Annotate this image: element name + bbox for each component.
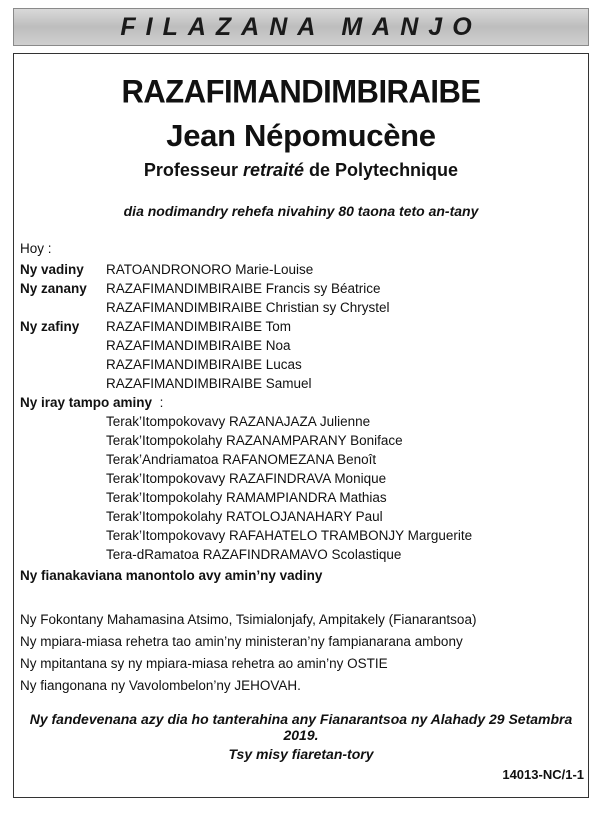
list-item: RAZAFIMANDIMBIRAIBE Samuel [106,376,312,391]
list-item: RAZAFIMANDIMBIRAIBE Christian sy Chrystel [106,300,390,315]
relatives-label: Ny iray tampo aminy : [20,395,164,410]
family-intro: Hoy : [20,241,52,256]
list-item: Terak’Itompokovavy RAZAFINDRAVA Monique [106,471,387,486]
list-item: Terak’Itompokovavy RAZANAJAZA Julienne [106,414,371,429]
grandchildren-label: Ny zafiny [20,319,80,334]
children-label: Ny zanany [20,281,87,296]
title-suffix: de Polytechnique [309,160,459,180]
list-item: Terak’Itompokolahy RAZANAMPARANY Boniface [106,433,403,448]
deceased-given-names: Jean Népomucène [166,118,436,153]
deceased-title [13,160,589,181]
reference-code: 14013-NC/1-1 [502,767,584,782]
spouse-label: Ny vadiny [20,262,84,277]
header-banner [13,8,589,46]
list-item: Terak’Itompokolahy RAMAMPIANDRA Mathias [106,490,387,505]
community-line: Ny fiangonana ny Vavolombelon’ny JEHOVAH. [20,678,301,693]
list-item: Tera-dRamatoa RAZAFINDRAMAVO Scolastique [106,547,402,562]
deceased-surname: RAZAFIMANDIMBIRAIBE [121,73,481,110]
list-item: Terak’Itompokolahy RATOLOJANAHARY Paul [106,509,383,524]
spouse-name: RATOANDRONORO Marie-Louise [106,262,314,277]
community-line: Ny mpitantana sy ny mpiara-miasa rehetra ao amin’ny OSTIE [20,656,388,671]
community-line: Ny mpiara-miasa rehetra tao amin’ny ministeran’ny fampianarana ambony [20,634,463,649]
list-item: RAZAFIMANDIMBIRAIBE Noa [106,338,291,353]
no-condolences: Tsy misy fiaretan-tory [228,746,374,762]
title-prefix: Professeur [143,160,238,180]
funeral-notice: Ny fandevenana azy dia ho tanterahina any Fianarantsoa ny Alahady 29 Setambra 2019. [29,711,573,743]
list-item: Terak’Andriamatoa RAFANOMEZANA Benoît [106,452,377,467]
community-line: Ny Fokontany Mahamasina Atsimo, Tsimialonjafy, Ampitakely (Fianarantsoa) [20,612,477,627]
title-italic: retraité [242,160,305,180]
deceased-subtitle: dia nodimandry rehefa nivahiny 80 taona teto an-tany [123,203,479,219]
list-item: Terak’Itompokovavy RAFAHATELO TRAMBONJY Marguerite [106,528,473,543]
list-item: RAZAFIMANDIMBIRAIBE Lucas [106,357,302,372]
list-item: RAZAFIMANDIMBIRAIBE Tom [106,319,292,334]
header-title: FILAZANA MANJO [120,12,482,41]
list-item: RAZAFIMANDIMBIRAIBE Francis sy Béatrice [106,281,381,296]
extended-family: Ny fianakaviana manontolo avy amin’ny vadiny [20,568,323,583]
